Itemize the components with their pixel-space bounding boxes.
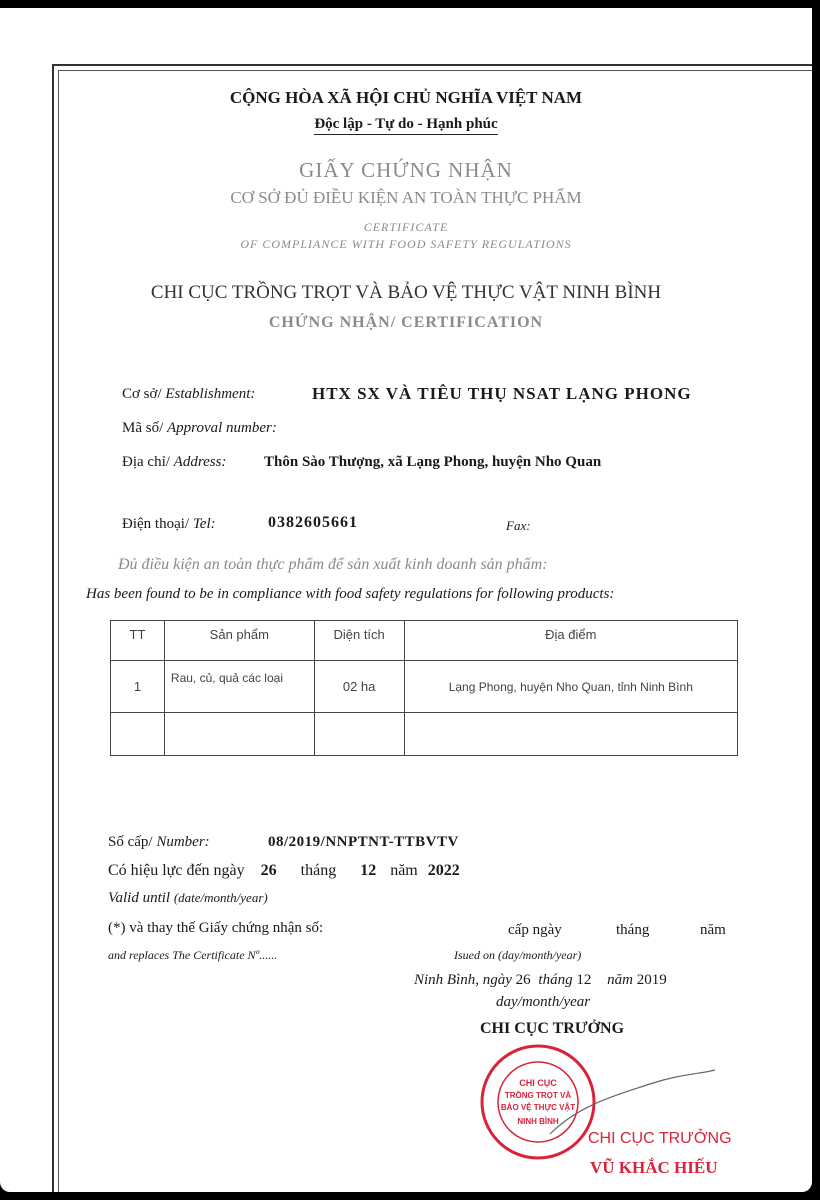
signing-day: 26	[515, 972, 531, 988]
establishment-label	[122, 386, 255, 403]
address-label-vi: Địa chỉ/	[122, 454, 170, 470]
validity-month-label: tháng	[300, 862, 337, 879]
cell-tt: 1	[111, 661, 165, 713]
svg-text:TRỒNG TRỌT VÀ: TRỒNG TRỌT VÀ	[504, 1091, 572, 1100]
motto-wrap	[0, 116, 812, 133]
cell-location	[404, 713, 737, 756]
valid-until-line	[108, 890, 268, 907]
signing-year-label: năm	[607, 972, 633, 988]
header-cell-area: Diện tích	[314, 621, 404, 661]
signer-title: CHI CỤC TRƯỞNG	[588, 1130, 732, 1147]
establishment-value: HTX SX VÀ TIÊU THỤ NSAT LẠNG PHONG	[312, 384, 692, 403]
signing-year: 2019	[636, 972, 667, 988]
number-label	[108, 834, 210, 851]
replaces-issued-label: cấp ngày	[508, 922, 562, 938]
compliance-vi: Đủ điều kiện an toàn thực phẩm để sản xuất kinh doanh sản phẩm:	[118, 556, 548, 573]
validity-year-label: năm	[390, 862, 418, 879]
header-cell-tt: TT	[111, 621, 165, 661]
products-table	[110, 620, 738, 756]
cell-area	[314, 713, 404, 756]
certification-heading: CHỨNG NHẬN/ CERTIFICATION	[268, 314, 544, 331]
motto: Độc lập - Tự do - Hạnh phúc	[314, 116, 497, 135]
address-label-en: Address:	[173, 454, 227, 470]
signing-month-label: tháng	[538, 972, 573, 988]
number-label-vi: Số cấp/	[108, 834, 153, 850]
phone-value: 0382605661	[268, 514, 358, 531]
replaces-vi: (*) và thay thế Giấy chứng nhận số:	[108, 920, 324, 936]
validity-line	[108, 862, 460, 880]
signing-line	[414, 972, 667, 989]
valid-until-label: Valid until	[108, 890, 171, 906]
approval-label-en: Approval number:	[167, 420, 277, 436]
cell-area: 02 ha	[314, 661, 404, 713]
establishment-label-en: Establishment:	[165, 386, 256, 402]
compliance-en: Has been found to be in compliance with food safety regulations for following products:	[86, 586, 615, 602]
address-label	[122, 454, 226, 471]
signer-name: VŨ KHẮC HIẾU	[590, 1158, 718, 1177]
subtitle-en: OF COMPLIANCE WITH FOOD SAFETY REGULATIONS	[240, 237, 572, 251]
table-header-row	[111, 621, 738, 661]
validity-day: 26	[260, 862, 277, 879]
signing-month: 12	[576, 972, 592, 988]
phone-label	[122, 516, 216, 533]
issuer-name: CHI CỤC TRỒNG TRỌT VÀ BẢO VỆ THỰC VẬT NINH BÌNH	[150, 282, 662, 303]
replaces-month-label: tháng	[616, 922, 650, 938]
table-row	[111, 661, 738, 713]
svg-text:BẢO VỆ THỰC VẬT: BẢO VỆ THỰC VẬT	[500, 1103, 576, 1112]
header-cell-location: Địa điểm	[404, 621, 737, 661]
header-cell-product: Sản phẩm	[164, 621, 314, 661]
validity-month: 12	[360, 862, 377, 879]
replaces-year-label: năm	[700, 922, 726, 938]
fax-label: Fax:	[506, 518, 531, 533]
address-value: Thôn Sào Thượng, xã Lạng Phong, huyện Nho Quan	[264, 454, 602, 470]
replaces-en: and replaces The Certificate Nº......	[108, 948, 278, 962]
validity-label: Có hiệu lực đến ngày	[108, 862, 245, 879]
number-label-en: Number:	[156, 834, 210, 850]
phone-label-vi: Điện thoại/	[122, 516, 190, 532]
title-en: CERTIFICATE	[363, 220, 449, 234]
signing-position: CHI CỤC TRƯỞNG	[480, 1020, 625, 1037]
title-vi: GIẤY CHỨNG NHẬN	[299, 158, 513, 182]
svg-text:CHI CỤC: CHI CỤC	[519, 1078, 557, 1088]
cell-product	[164, 713, 314, 756]
approval-label-vi: Mã số/	[122, 420, 164, 436]
country-name: CỘNG HÒA XÃ HỘI CHỦ NGHĨA VIỆT NAM	[229, 88, 583, 107]
table-row	[111, 713, 738, 756]
cell-location: Lạng Phong, huyện Nho Quan, tỉnh Ninh Bình	[404, 661, 737, 713]
replaces-issued-en: Isued on (day/month/year)	[454, 948, 582, 962]
cell-tt	[111, 713, 165, 756]
approval-label	[122, 420, 277, 437]
validity-year: 2022	[427, 862, 460, 879]
signing-prefix: Ninh Bình, ngày	[414, 972, 512, 988]
svg-text:NINH BÌNH: NINH BÌNH	[517, 1117, 559, 1126]
certificate-document	[0, 8, 812, 1192]
cell-product: Rau, củ, quả các loại	[164, 661, 314, 713]
phone-label-en: Tel:	[192, 516, 216, 532]
number-value: 08/2019/NNPTNT-TTBVTV	[268, 834, 459, 850]
valid-until-format: (date/month/year)	[173, 890, 268, 905]
subtitle-vi: CƠ SỞ ĐỦ ĐIỀU KIỆN AN TOÀN THỰC PHẨM	[230, 188, 582, 207]
signing-format: day/month/year	[496, 994, 591, 1010]
establishment-label-vi: Cơ sở/	[122, 386, 162, 402]
